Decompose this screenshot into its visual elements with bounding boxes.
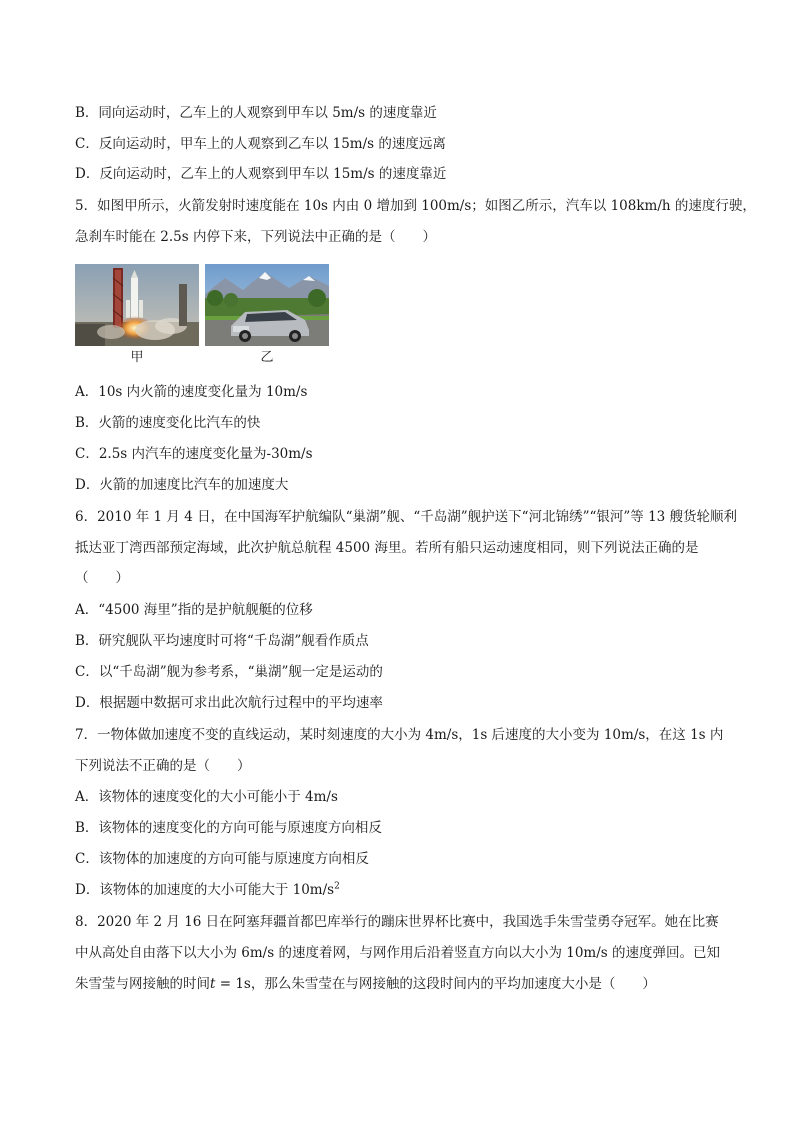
q4-option-d: D．反向运动时，乙车上的人观察到甲车以 15m/s 的速度靠近 [75, 166, 447, 182]
q4-option-c: C．反向运动时，甲车上的人观察到乙车以 15m/s 的速度远离 [75, 136, 446, 152]
q4-option-b: B．同向运动时，乙车上的人观察到甲车以 5m/s 的速度靠近 [75, 105, 437, 121]
q8-stem-line3-a: 朱雪莹与网接触的时间 [75, 976, 210, 992]
q7-option-c: C．该物体的加速度的方向可能与原速度方向相反 [75, 851, 369, 867]
q5-stem-line2: 急刹车时能在 2.5s 内停下来，下列说法中正确的是（ ） [75, 229, 436, 245]
caption-yi: 乙 [260, 350, 274, 365]
q8-stem-line3 [75, 975, 656, 993]
q7-option-d-text: D．该物体的加速度的大小可能大于 10m/s [75, 882, 335, 898]
rocket-launch-image [75, 264, 199, 346]
q5-stem-line1: 5．如图甲所示，火箭发射时速度能在 10s 内由 0 增加到 100m/s；如图乙所示，汽车以 108km/h 的速度行驶， [75, 198, 756, 214]
q8-time-variable: t [210, 976, 216, 992]
q5-option-d: D．火箭的加速度比汽车的加速度大 [75, 477, 289, 493]
q5-option-b: B．火箭的速度变化比汽车的快 [75, 415, 261, 431]
q7-stem-line2: 下列说法不正确的是（ ） [75, 758, 251, 774]
q6-stem-line2: 抵达亚丁湾西部预定海域，此次护航总航程 4500 海里。若所有船只运动速度相同，则下列说法正确的是 [75, 540, 699, 556]
q6-stem-line3: （ ） [75, 570, 129, 586]
caption-jia: 甲 [130, 350, 144, 365]
car-image [205, 264, 329, 346]
q6-option-d: D．根据题中数据可求出此次航行过程中的平均速率 [75, 695, 383, 711]
q5-option-a: A．10s 内火箭的速度变化量为 10m/s [75, 384, 308, 400]
q5-figure [75, 264, 335, 368]
q7-option-d-exponent: 2 [334, 881, 340, 892]
q8-stem-line3-b: ，那么朱雪莹在与网接触的这段时间内的平均加速度大小是（ ） [250, 976, 656, 992]
q7-stem-line1: 7．一物体做加速度不变的直线运动，某时刻速度的大小为 4m/s，1s 后速度的大小变为 10m/s，在这 1s 内 [75, 727, 724, 743]
q6-stem-line1: 6．2010 年 1 月 4 日，在中国海军护航编队“巢湖”舰、“千岛湖”舰护送下“河北锦绣”“银河”等 13 艘货轮顺利 [75, 509, 738, 525]
q7-option-d [75, 881, 340, 899]
q7-option-b: B．该物体的速度变化的方向可能与原速度方向相反 [75, 820, 382, 836]
q8-stem-line1: 8．2020 年 2 月 16 日在阿塞拜疆首都巴库举行的蹦床世界杯比赛中，我国选手朱雪莹勇夺冠军。她在比赛 [75, 914, 719, 930]
q6-option-b: B．研究舰队平均速度时可将“千岛湖”舰看作质点 [75, 633, 369, 649]
q5-option-c: C．2.5s 内汽车的速度变化量为-30m/s [75, 446, 313, 462]
q6-option-a: A．“4500 海里”指的是护航舰艇的位移 [75, 602, 313, 618]
q7-option-a: A．该物体的速度变化的大小可能小于 4m/s [75, 789, 338, 805]
q6-option-c: C．以“千岛湖”舰为参考系，“巢湖”舰一定是运动的 [75, 664, 383, 680]
q8-time-value: = 1s [215, 976, 251, 992]
q8-stem-line2: 中从高处自由落下以大小为 6m/s 的速度着网，与网作用后沿着竖直方向以大小为 10m/s 的速度弹回。已知 [75, 945, 720, 961]
